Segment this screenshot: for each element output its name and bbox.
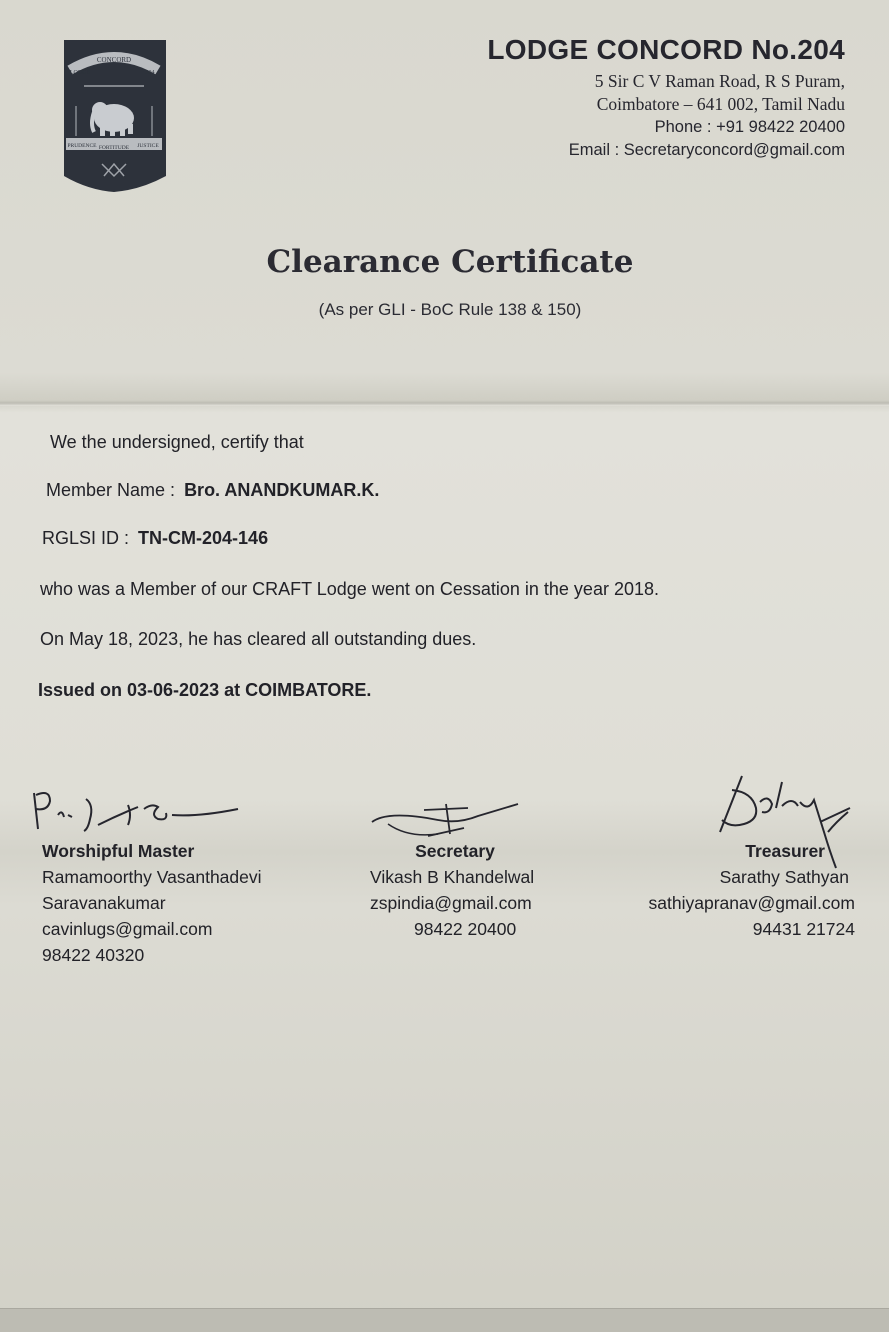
- worshipful-master-name-2: Saravanakumar: [42, 893, 166, 913]
- member-name-value: Bro. ANANDKUMAR.K.: [184, 480, 380, 500]
- crest-top-text: CONCORD: [96, 56, 132, 64]
- crest-justice-text: JUSTICE: [137, 143, 159, 149]
- lodge-crest-icon: [62, 40, 166, 192]
- worshipful-master-role: Worshipful Master: [42, 841, 195, 861]
- rglsi-id-label: RGLSI ID :: [42, 528, 130, 548]
- paper-bottom-edge: [0, 1308, 889, 1332]
- worshipful-master-name-1: Ramamoorthy Vasanthadevi: [42, 867, 262, 887]
- treasurer-block: [649, 838, 855, 942]
- secretary-name: Vikash B Khandelwal: [370, 867, 535, 887]
- secretary-email: zspindia@gmail.com: [370, 893, 532, 913]
- issued-statement: Issued on 03-06-2023 at COIMBATORE.: [38, 680, 372, 700]
- worshipful-master-block: [42, 838, 262, 968]
- treasurer-phone: 94431 21724: [752, 919, 855, 939]
- member-name-label: Member Name :: [46, 480, 176, 500]
- treasurer-role: Treasurer: [745, 841, 825, 861]
- rglsi-id-value: TN-CM-204-146: [138, 528, 269, 548]
- lodge-name: LODGE CONCORD No.204: [487, 34, 845, 65]
- address-line-1: 5 Sir C V Raman Road, R S Puram,: [594, 71, 845, 91]
- secretary-phone: 98422 20400: [414, 919, 517, 939]
- crest-left-text: LODGE: [69, 70, 91, 76]
- dues-statement: On May 18, 2023, he has cleared all outstanding dues.: [40, 629, 477, 649]
- rglsi-id-row: [42, 528, 268, 549]
- letterhead: [345, 34, 845, 162]
- address-line-2: Coimbatore – 641 002, Tamil Nadu: [596, 94, 845, 114]
- crest-fortitude-text: FORTITUDE: [98, 145, 130, 151]
- treasurer-name: Sarathy Sathyan: [719, 867, 849, 887]
- intro-text: We the undersigned, certify that: [50, 432, 304, 452]
- worshipful-master-phone: 98422 40320: [42, 945, 145, 965]
- certificate-title: Clearance Certificate: [266, 244, 634, 280]
- email: Email : Secretaryconcord@gmail.com: [568, 141, 845, 159]
- cessation-statement: who was a Member of our CRAFT Lodge went on Cessation in the year 2018.: [40, 579, 659, 599]
- crest-right-text: 204: [145, 70, 155, 76]
- treasurer-email: sathiyapranav@gmail.com: [648, 893, 855, 913]
- worshipful-master-signature-icon: [28, 785, 248, 845]
- secretary-role: Secretary: [415, 841, 495, 861]
- crest-prudence-text: PRUDENCE: [67, 143, 97, 149]
- phone: Phone : +91 98422 20400: [654, 118, 845, 136]
- worshipful-master-email: cavinlugs@gmail.com: [42, 919, 213, 939]
- certificate-subtitle: (As per GLI - BoC Rule 138 & 150): [318, 300, 582, 319]
- secretary-block: [370, 838, 550, 942]
- secretary-signature-icon: [368, 798, 528, 843]
- member-name-row: [46, 480, 379, 501]
- paper-fold-line: [0, 400, 889, 406]
